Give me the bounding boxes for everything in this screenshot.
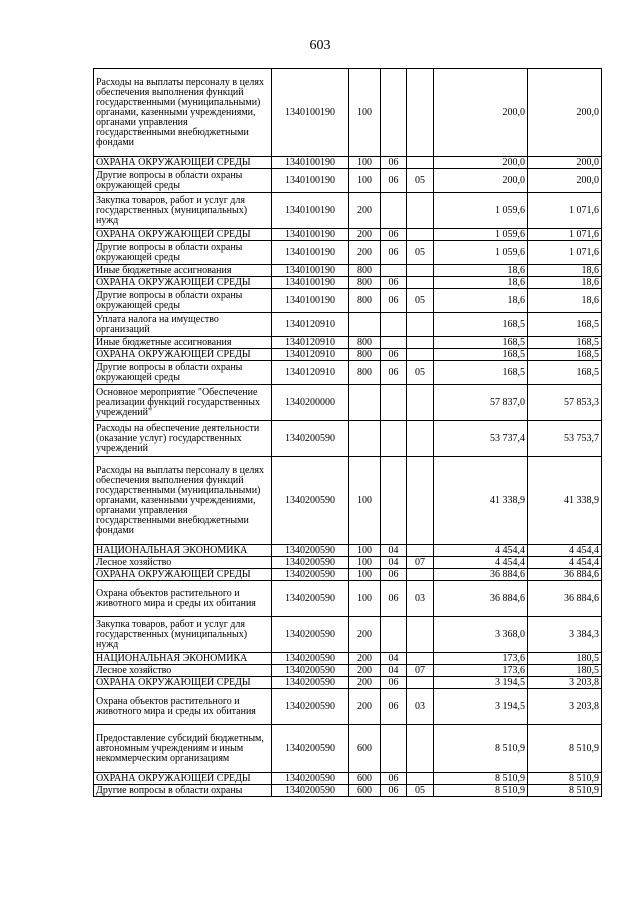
row-value-2: 180,5 [528, 665, 602, 677]
row-name: Иные бюджетные ассигнования [94, 265, 272, 277]
row-section [381, 725, 407, 773]
row-name: Иные бюджетные ассигнования [94, 337, 272, 349]
table-row [94, 69, 602, 157]
row-subsection [407, 157, 434, 169]
row-subsection [407, 653, 434, 665]
row-name: ОХРАНА ОКРУЖАЮЩЕЙ СРЕДЫ [94, 773, 272, 785]
row-value-2: 18,6 [528, 265, 602, 277]
row-value-1: 18,6 [434, 265, 528, 277]
row-expense-type: 200 [349, 229, 381, 241]
row-expense-type: 600 [349, 785, 381, 797]
row-name: НАЦИОНАЛЬНАЯ ЭКОНОМИКА [94, 545, 272, 557]
row-subsection [407, 725, 434, 773]
row-expense-type: 100 [349, 569, 381, 581]
row-name: Другие вопросы в области охраны окружающей среды [94, 169, 272, 193]
table-row [94, 653, 602, 665]
row-value-2: 180,5 [528, 653, 602, 665]
row-code: 1340200590 [272, 785, 349, 797]
row-value-1: 168,5 [434, 361, 528, 385]
row-value-1: 3 368,0 [434, 617, 528, 653]
row-value-2: 36 884,6 [528, 569, 602, 581]
row-value-2: 168,5 [528, 313, 602, 337]
row-expense-type [349, 421, 381, 457]
row-value-1: 173,6 [434, 665, 528, 677]
row-code: 1340200590 [272, 665, 349, 677]
row-section [381, 265, 407, 277]
row-name: Уплата налога на имущество организаций [94, 313, 272, 337]
table-row [94, 557, 602, 569]
row-section: 06 [381, 689, 407, 725]
row-name: Лесное хозяйство [94, 557, 272, 569]
row-expense-type: 800 [349, 277, 381, 289]
table-row [94, 337, 602, 349]
row-value-1: 173,6 [434, 653, 528, 665]
row-expense-type: 100 [349, 157, 381, 169]
row-value-1: 36 884,6 [434, 581, 528, 617]
row-value-1: 1 059,6 [434, 241, 528, 265]
row-code: 1340120910 [272, 337, 349, 349]
row-value-1: 1 059,6 [434, 193, 528, 229]
row-code: 1340100190 [272, 157, 349, 169]
row-value-2: 168,5 [528, 361, 602, 385]
table-row [94, 725, 602, 773]
table-row [94, 385, 602, 421]
row-name: Другие вопросы в области охраны окружающей среды [94, 289, 272, 313]
row-subsection: 07 [407, 665, 434, 677]
row-value-1: 8 510,9 [434, 785, 528, 797]
row-value-2: 200,0 [528, 69, 602, 157]
row-subsection [407, 265, 434, 277]
row-code: 1340200590 [272, 457, 349, 545]
row-expense-type [349, 313, 381, 337]
row-value-1: 168,5 [434, 349, 528, 361]
row-section: 06 [381, 229, 407, 241]
row-name: ОХРАНА ОКРУЖАЮЩЕЙ СРЕДЫ [94, 157, 272, 169]
row-subsection [407, 337, 434, 349]
row-name: ОХРАНА ОКРУЖАЮЩЕЙ СРЕДЫ [94, 229, 272, 241]
row-value-1: 4 454,4 [434, 545, 528, 557]
row-section [381, 457, 407, 545]
row-subsection: 05 [407, 289, 434, 313]
row-value-2: 3 203,8 [528, 689, 602, 725]
row-code: 1340200590 [272, 677, 349, 689]
row-expense-type: 800 [349, 349, 381, 361]
row-code: 1340120910 [272, 349, 349, 361]
row-value-1: 36 884,6 [434, 569, 528, 581]
row-expense-type: 200 [349, 193, 381, 229]
row-section: 06 [381, 569, 407, 581]
row-expense-type: 800 [349, 337, 381, 349]
row-code: 1340120910 [272, 361, 349, 385]
row-expense-type: 800 [349, 289, 381, 313]
row-subsection: 03 [407, 689, 434, 725]
row-name: Охрана объектов растительного и животного мира и среды их обитания [94, 689, 272, 725]
row-value-1: 200,0 [434, 169, 528, 193]
row-section [381, 313, 407, 337]
row-subsection [407, 193, 434, 229]
row-expense-type: 100 [349, 557, 381, 569]
row-value-1: 200,0 [434, 69, 528, 157]
row-value-2: 1 071,6 [528, 193, 602, 229]
row-value-1: 57 837,0 [434, 385, 528, 421]
table-row [94, 689, 602, 725]
row-value-2: 8 510,9 [528, 773, 602, 785]
row-section: 06 [381, 361, 407, 385]
table-row [94, 457, 602, 545]
table-row [94, 277, 602, 289]
row-expense-type: 800 [349, 361, 381, 385]
row-value-1: 3 194,5 [434, 689, 528, 725]
row-expense-type: 200 [349, 689, 381, 725]
row-value-1: 3 194,5 [434, 677, 528, 689]
row-expense-type: 100 [349, 457, 381, 545]
row-code: 1340100190 [272, 169, 349, 193]
row-section [381, 337, 407, 349]
row-subsection [407, 229, 434, 241]
row-expense-type: 100 [349, 581, 381, 617]
row-expense-type: 100 [349, 169, 381, 193]
row-subsection: 05 [407, 169, 434, 193]
row-name: Другие вопросы в области охраны окружающей среды [94, 241, 272, 265]
row-value-2: 41 338,9 [528, 457, 602, 545]
row-expense-type: 100 [349, 545, 381, 557]
row-section: 04 [381, 653, 407, 665]
row-expense-type: 100 [349, 69, 381, 157]
row-name: Другие вопросы в области охраны [94, 785, 272, 797]
row-subsection [407, 421, 434, 457]
row-name: Лесное хозяйство [94, 665, 272, 677]
row-expense-type: 200 [349, 677, 381, 689]
budget-table [93, 68, 602, 797]
row-name: ОХРАНА ОКРУЖАЮЩЕЙ СРЕДЫ [94, 677, 272, 689]
row-name: Расходы на выплаты персоналу в целях обеспечения выполнения функций государственными (муниципальными) органами, казенными учреждениями, органами управления государственными внебюджетными фондами [94, 457, 272, 545]
table-row [94, 193, 602, 229]
row-section: 06 [381, 169, 407, 193]
row-code: 1340100190 [272, 229, 349, 241]
row-subsection [407, 349, 434, 361]
row-value-2: 8 510,9 [528, 725, 602, 773]
row-code: 1340120910 [272, 313, 349, 337]
row-section [381, 193, 407, 229]
row-code: 1340100190 [272, 69, 349, 157]
row-value-1: 168,5 [434, 337, 528, 349]
row-section: 06 [381, 289, 407, 313]
row-value-2: 18,6 [528, 277, 602, 289]
table-row [94, 241, 602, 265]
row-section: 04 [381, 665, 407, 677]
row-value-2: 3 384,3 [528, 617, 602, 653]
row-code: 1340100190 [272, 241, 349, 265]
row-name: Основное мероприятие "Обеспечение реализации функций государственных учреждений" [94, 385, 272, 421]
row-expense-type: 200 [349, 653, 381, 665]
table-row [94, 265, 602, 277]
row-code: 1340200590 [272, 581, 349, 617]
row-value-2: 168,5 [528, 337, 602, 349]
row-value-2: 53 753,7 [528, 421, 602, 457]
row-name: НАЦИОНАЛЬНАЯ ЭКОНОМИКА [94, 653, 272, 665]
table-row [94, 785, 602, 797]
row-expense-type: 200 [349, 241, 381, 265]
table-row [94, 157, 602, 169]
row-section: 06 [381, 773, 407, 785]
row-expense-type: 200 [349, 665, 381, 677]
row-subsection [407, 545, 434, 557]
row-section: 06 [381, 785, 407, 797]
row-section: 06 [381, 581, 407, 617]
row-code: 1340200000 [272, 385, 349, 421]
row-subsection [407, 313, 434, 337]
row-subsection: 03 [407, 581, 434, 617]
row-value-2: 1 071,6 [528, 229, 602, 241]
row-code: 1340200590 [272, 617, 349, 653]
row-name: ОХРАНА ОКРУЖАЮЩЕЙ СРЕДЫ [94, 277, 272, 289]
row-subsection [407, 677, 434, 689]
row-value-2: 4 454,4 [528, 545, 602, 557]
row-section [381, 69, 407, 157]
row-code: 1340200590 [272, 557, 349, 569]
row-expense-type [349, 385, 381, 421]
row-code: 1340200590 [272, 725, 349, 773]
row-value-1: 18,6 [434, 277, 528, 289]
table-row [94, 665, 602, 677]
row-subsection [407, 569, 434, 581]
row-section [381, 617, 407, 653]
row-code: 1340100190 [272, 265, 349, 277]
row-name: Расходы на обеспечение деятельности (оказание услуг) государственных учреждений [94, 421, 272, 457]
row-value-2: 57 853,3 [528, 385, 602, 421]
row-subsection [407, 617, 434, 653]
row-code: 1340200590 [272, 421, 349, 457]
row-expense-type: 200 [349, 617, 381, 653]
row-code: 1340100190 [272, 193, 349, 229]
row-value-2: 1 071,6 [528, 241, 602, 265]
row-value-2: 18,6 [528, 289, 602, 313]
table-row [94, 229, 602, 241]
row-value-2: 168,5 [528, 349, 602, 361]
row-code: 1340200590 [272, 545, 349, 557]
row-section [381, 385, 407, 421]
row-name: Закупка товаров, работ и услуг для государственных (муниципальных) нужд [94, 617, 272, 653]
row-subsection: 05 [407, 785, 434, 797]
row-subsection [407, 457, 434, 545]
row-name: Расходы на выплаты персоналу в целях обеспечения выполнения функций государственными (муниципальными) органами, казенными учреждениями, органами управления государственными внебюджетными фондами [94, 69, 272, 157]
row-value-2: 8 510,9 [528, 785, 602, 797]
row-section: 06 [381, 241, 407, 265]
row-name: ОХРАНА ОКРУЖАЮЩЕЙ СРЕДЫ [94, 569, 272, 581]
row-value-2: 200,0 [528, 157, 602, 169]
row-code: 1340100190 [272, 277, 349, 289]
table-row [94, 545, 602, 557]
row-value-1: 8 510,9 [434, 725, 528, 773]
table-row [94, 677, 602, 689]
table-row [94, 349, 602, 361]
row-value-1: 8 510,9 [434, 773, 528, 785]
row-expense-type: 600 [349, 773, 381, 785]
table-row [94, 421, 602, 457]
row-value-1: 4 454,4 [434, 557, 528, 569]
row-section: 06 [381, 349, 407, 361]
row-name: Закупка товаров, работ и услуг для государственных (муниципальных) нужд [94, 193, 272, 229]
row-name: Охрана объектов растительного и животного мира и среды их обитания [94, 581, 272, 617]
row-value-2: 4 454,4 [528, 557, 602, 569]
row-value-1: 200,0 [434, 157, 528, 169]
row-section: 06 [381, 157, 407, 169]
table-row [94, 313, 602, 337]
row-code: 1340100190 [272, 289, 349, 313]
row-subsection [407, 385, 434, 421]
row-section: 04 [381, 557, 407, 569]
table-row [94, 569, 602, 581]
row-section: 06 [381, 277, 407, 289]
row-value-1: 53 737,4 [434, 421, 528, 457]
table-row [94, 773, 602, 785]
row-subsection [407, 277, 434, 289]
table-row [94, 617, 602, 653]
row-subsection: 05 [407, 361, 434, 385]
row-value-2: 200,0 [528, 169, 602, 193]
row-expense-type: 600 [349, 725, 381, 773]
row-code: 1340200590 [272, 773, 349, 785]
row-value-1: 18,6 [434, 289, 528, 313]
table-row [94, 169, 602, 193]
row-code: 1340200590 [272, 569, 349, 581]
row-section: 06 [381, 677, 407, 689]
row-code: 1340200590 [272, 689, 349, 725]
row-subsection: 07 [407, 557, 434, 569]
row-section [381, 421, 407, 457]
row-subsection [407, 773, 434, 785]
row-value-2: 36 884,6 [528, 581, 602, 617]
row-subsection: 05 [407, 241, 434, 265]
row-value-2: 3 203,8 [528, 677, 602, 689]
row-name: Предоставление субсидий бюджетным, автономным учреждениям и иным некоммерческим организациям [94, 725, 272, 773]
row-name: Другие вопросы в области охраны окружающей среды [94, 361, 272, 385]
page-number: 603 [309, 38, 331, 53]
row-value-1: 41 338,9 [434, 457, 528, 545]
row-value-1: 168,5 [434, 313, 528, 337]
row-expense-type: 800 [349, 265, 381, 277]
row-section: 04 [381, 545, 407, 557]
row-value-1: 1 059,6 [434, 229, 528, 241]
table-row [94, 361, 602, 385]
row-subsection [407, 69, 434, 157]
table-row [94, 289, 602, 313]
table-row [94, 581, 602, 617]
row-code: 1340200590 [272, 653, 349, 665]
row-name: ОХРАНА ОКРУЖАЮЩЕЙ СРЕДЫ [94, 349, 272, 361]
